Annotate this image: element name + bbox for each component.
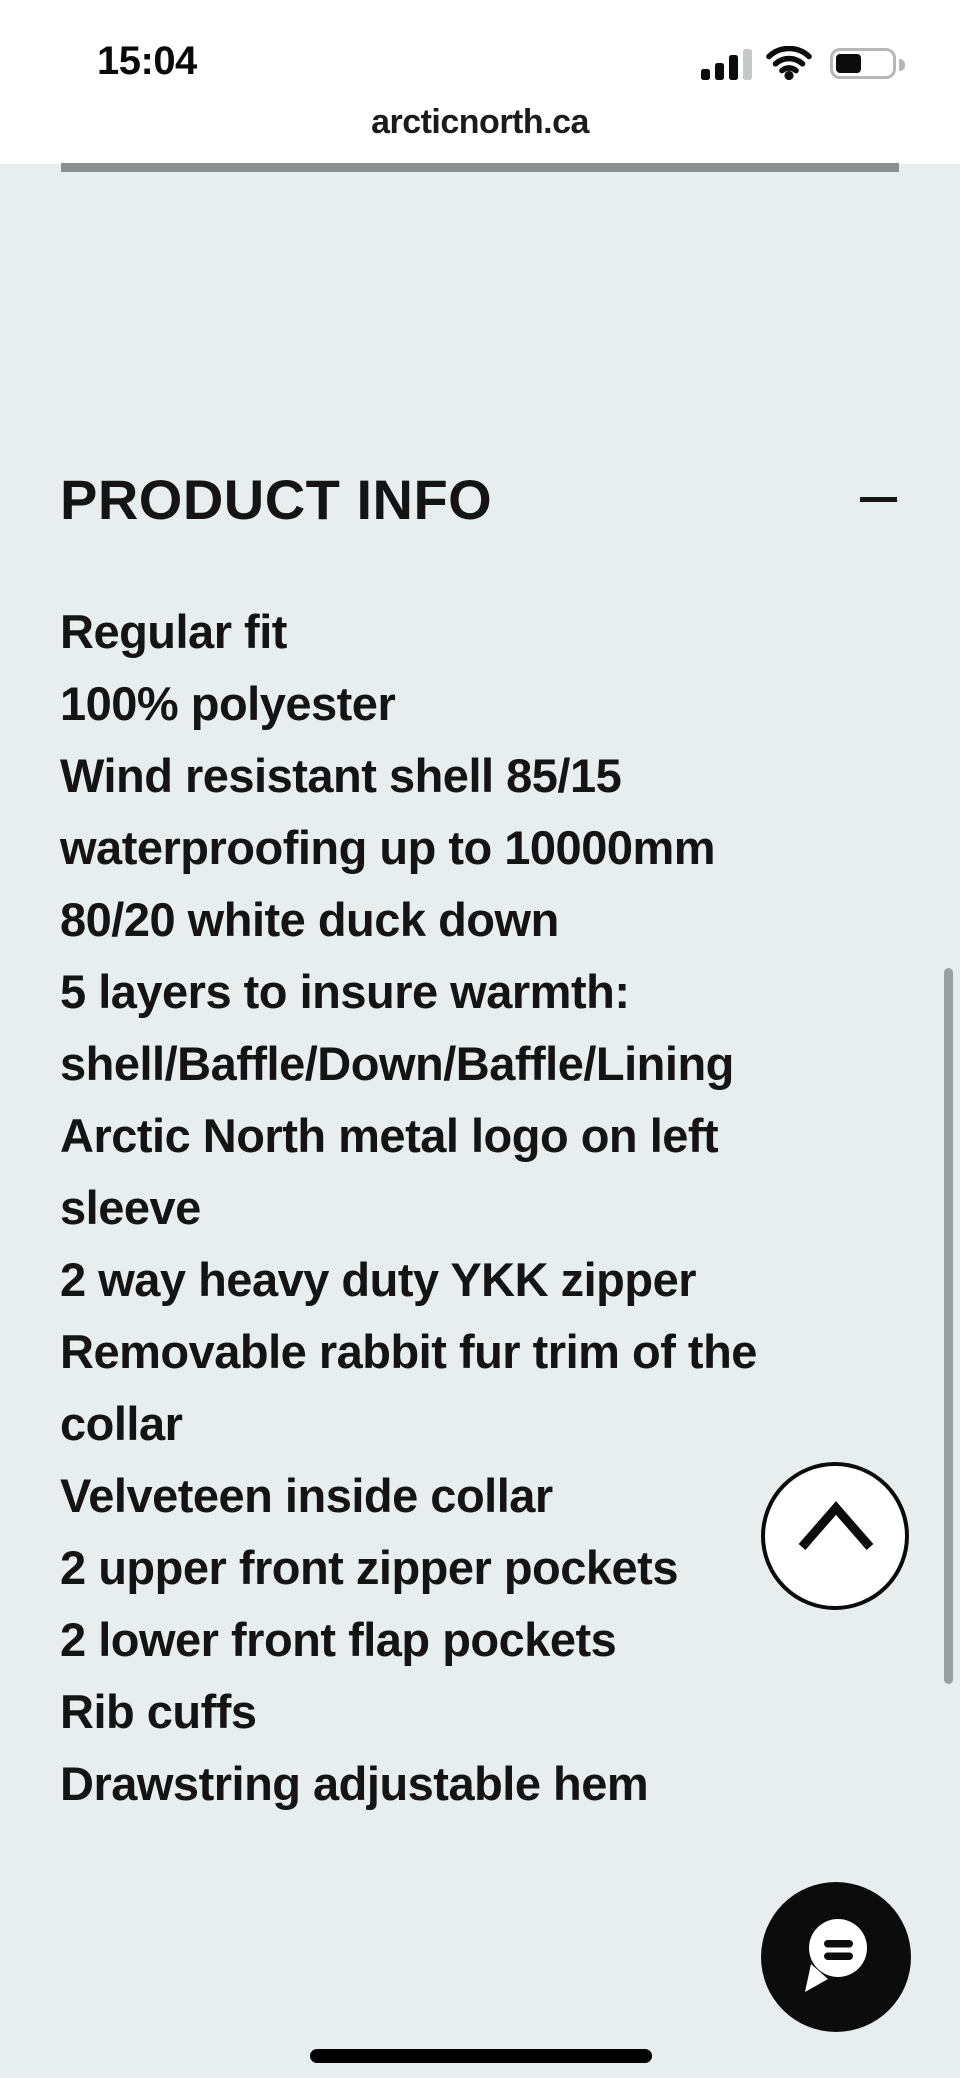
product-info-line: 2 upper front zipper pockets bbox=[60, 1541, 678, 1594]
battery-cap bbox=[899, 59, 905, 71]
battery-fill bbox=[836, 54, 861, 73]
product-info-line: 2 lower front flap pockets bbox=[60, 1613, 617, 1666]
product-info-line: 5 layers to insure warmth: bbox=[60, 965, 630, 1018]
wifi-icon bbox=[766, 46, 812, 85]
product-info-line: Wind resistant shell 85/15 bbox=[60, 749, 622, 802]
cellular-signal-icon bbox=[715, 63, 724, 80]
product-info-line: 100% polyester bbox=[60, 677, 396, 730]
chevron-up-icon bbox=[761, 1462, 909, 1610]
vertical-scrollbar-thumb[interactable] bbox=[944, 968, 953, 1684]
product-info-line: collar bbox=[60, 1397, 183, 1450]
product-info-line: 2 way heavy duty YKK zipper bbox=[60, 1253, 697, 1306]
section-title: PRODUCT INFO bbox=[60, 468, 493, 531]
product-info-accordion-toggle[interactable] bbox=[0, 452, 960, 548]
chat-bubble-icon bbox=[761, 1882, 911, 2032]
status-time: 15:04 bbox=[97, 39, 197, 83]
scroll-to-top-button[interactable] bbox=[761, 1462, 909, 1610]
product-info-line: Removable rabbit fur trim of the bbox=[60, 1325, 757, 1378]
product-info-line: sleeve bbox=[60, 1181, 201, 1234]
product-info-line: Regular fit bbox=[60, 605, 287, 658]
cellular-signal-icon bbox=[743, 49, 752, 80]
battery-icon bbox=[830, 48, 896, 79]
cellular-signal-icon bbox=[729, 55, 738, 80]
product-info-line: 80/20 white duck down bbox=[60, 893, 559, 946]
product-info-line: Arctic North metal logo on left bbox=[60, 1109, 719, 1162]
status-bar bbox=[0, 0, 960, 164]
product-info-list bbox=[60, 596, 757, 1820]
home-indicator[interactable] bbox=[310, 2049, 652, 2063]
product-info-line: Rib cuffs bbox=[60, 1685, 257, 1738]
product-info-line: Drawstring adjustable hem bbox=[60, 1757, 649, 1810]
product-info-line: shell/Baffle/Down/Baffle/Lining bbox=[60, 1037, 734, 1090]
cellular-signal-icon bbox=[701, 69, 710, 80]
product-info-line: Velveteen inside collar bbox=[60, 1469, 553, 1522]
collapse-minus-icon[interactable] bbox=[860, 497, 897, 502]
chat-button[interactable] bbox=[761, 1882, 911, 2032]
address-bar[interactable]: arcticnorth.ca bbox=[371, 103, 589, 141]
header-divider bbox=[61, 163, 899, 172]
product-info-line: waterproofing up to 10000mm bbox=[60, 821, 716, 874]
